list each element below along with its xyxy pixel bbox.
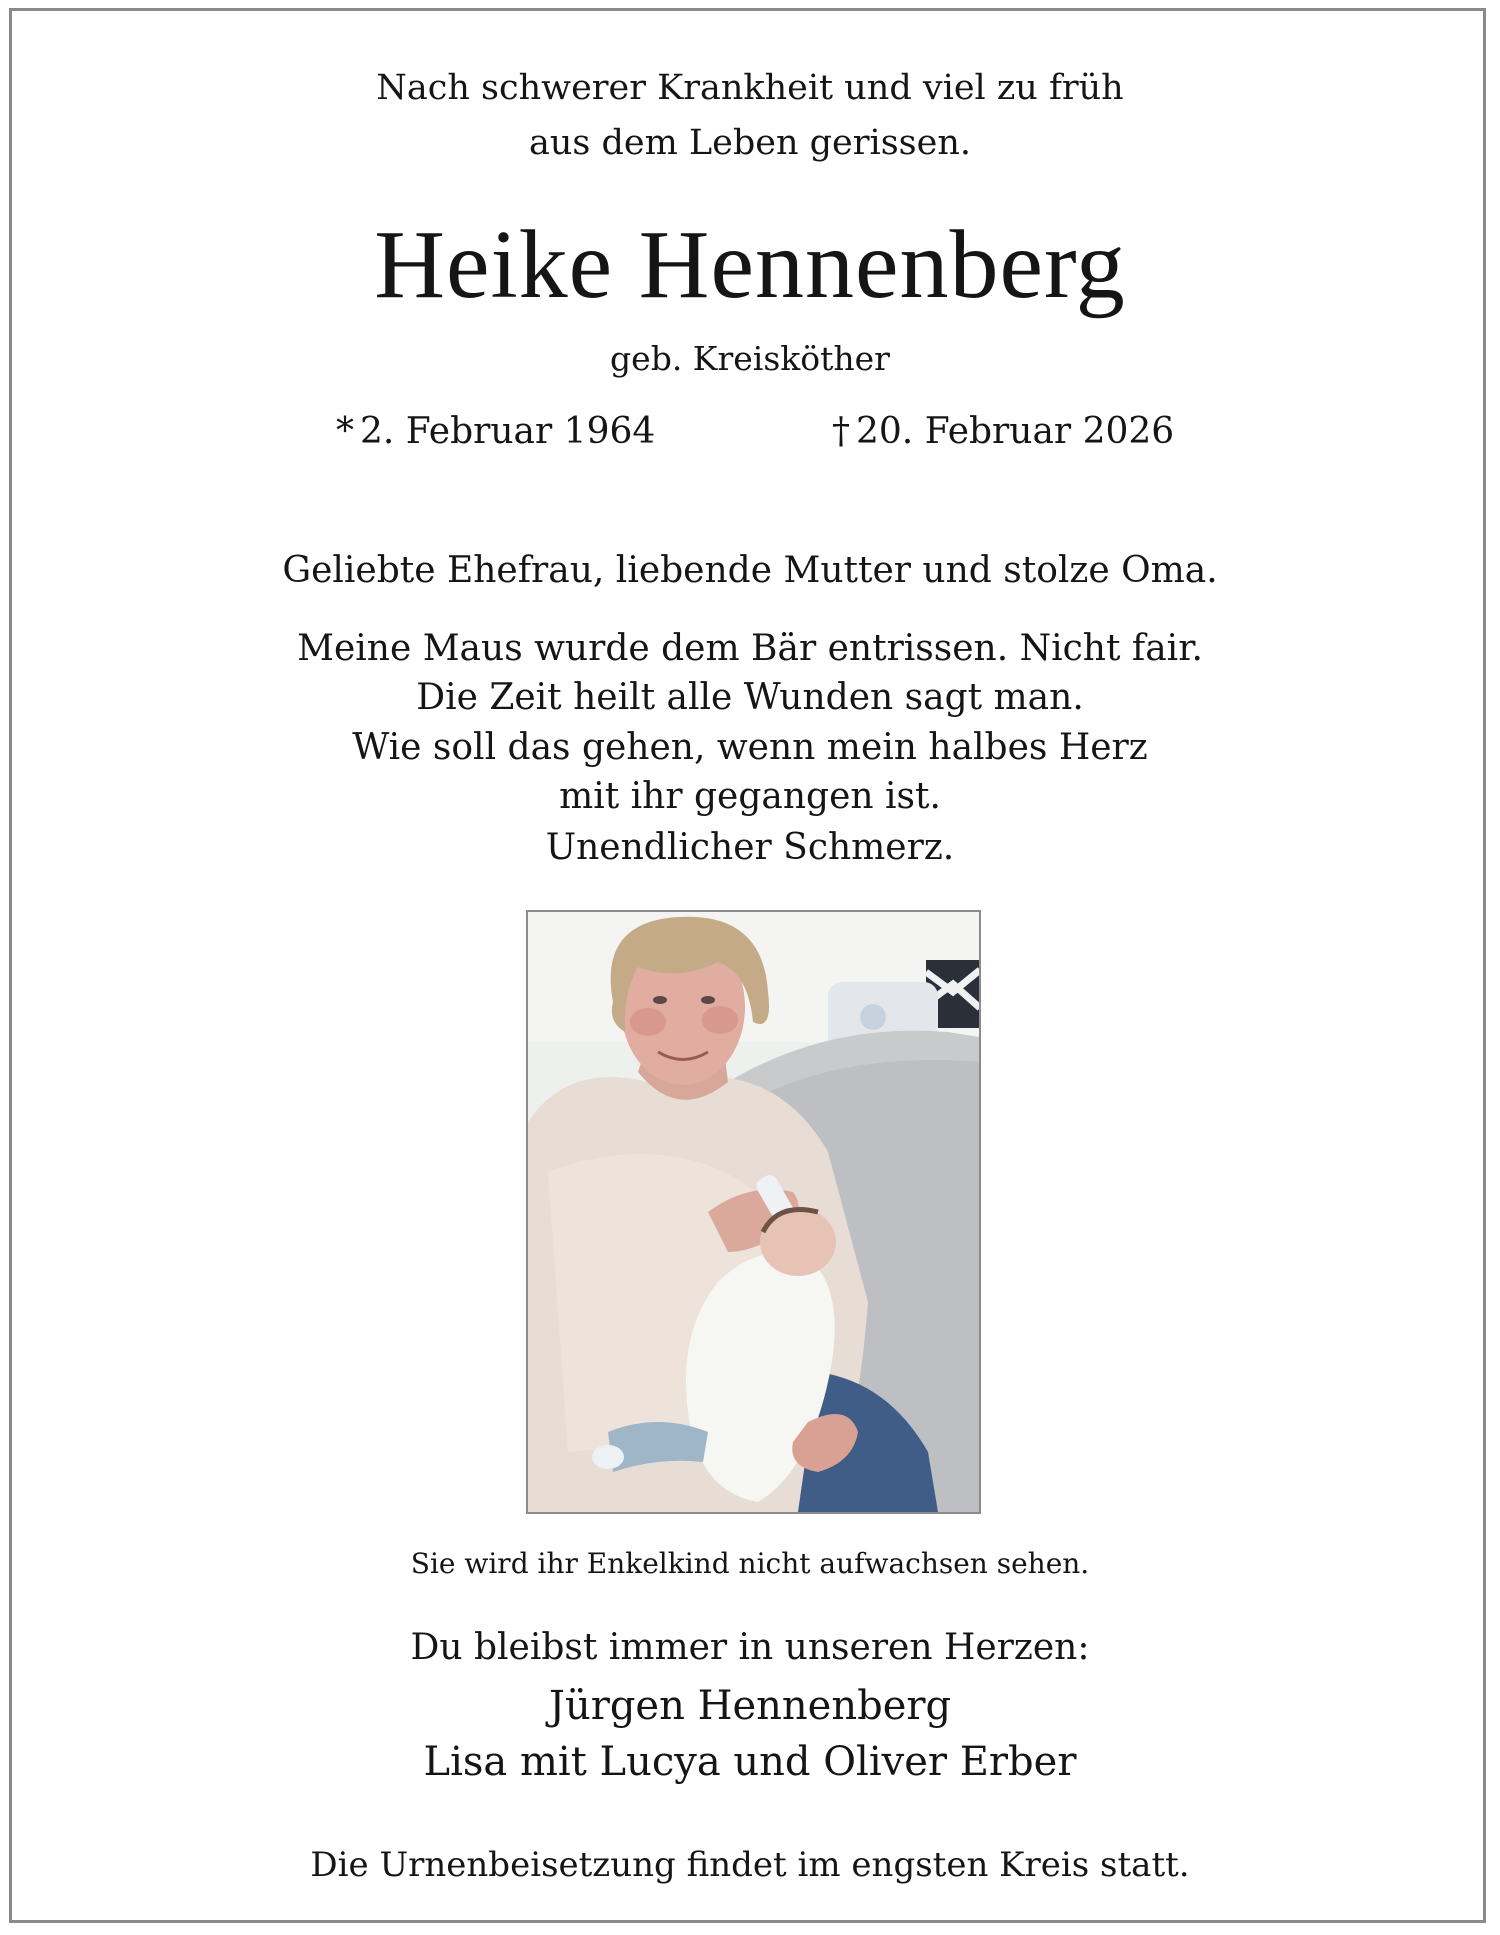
portrait-photo bbox=[526, 910, 981, 1514]
poem-line-2: Die Zeit heilt alle Wunden sagt man. bbox=[416, 677, 1084, 718]
death-symbol: † bbox=[832, 411, 850, 452]
photo-caption: Sie wird ihr Enkelkind nicht aufwachsen sehen. bbox=[410, 1547, 1090, 1580]
poem-line-4: mit ihr gegangen ist. bbox=[559, 776, 941, 817]
poem-line-5: Unendlicher Schmerz. bbox=[545, 827, 955, 868]
mourner-name-2: Lisa mit Lucya und Oliver Erber bbox=[423, 1739, 1077, 1785]
portrait-illustration bbox=[528, 912, 979, 1512]
birth-date: 2. Februar 1964 bbox=[360, 411, 656, 452]
maiden-name: geb. Kreisköther bbox=[610, 339, 890, 378]
intro-line-2: aus dem Leben gerissen. bbox=[528, 123, 971, 163]
birth-symbol: * bbox=[336, 411, 354, 452]
mourners-intro: Du bleibst immer in unseren Herzen: bbox=[410, 1627, 1090, 1668]
death-date-line bbox=[832, 411, 1175, 452]
death-date: 20. Februar 2026 bbox=[856, 411, 1175, 452]
mourner-name-1: Jürgen Hennenberg bbox=[548, 1683, 952, 1729]
deceased-name: Heike Hennenberg bbox=[374, 211, 1126, 319]
poem-line-3: Wie soll das gehen, wenn mein halbes Herz bbox=[352, 727, 1148, 768]
birth-date-line bbox=[336, 411, 656, 452]
tribute-line: Geliebte Ehefrau, liebende Mutter und stolze Oma. bbox=[282, 550, 1218, 591]
closing-line: Die Urnenbeisetzung findet im engsten Kreis statt. bbox=[310, 1845, 1190, 1885]
intro-line-1: Nach schwerer Krankheit und viel zu früh bbox=[376, 68, 1124, 108]
poem-line-1: Meine Maus wurde dem Bär entrissen. Nicht fair. bbox=[297, 628, 1203, 669]
